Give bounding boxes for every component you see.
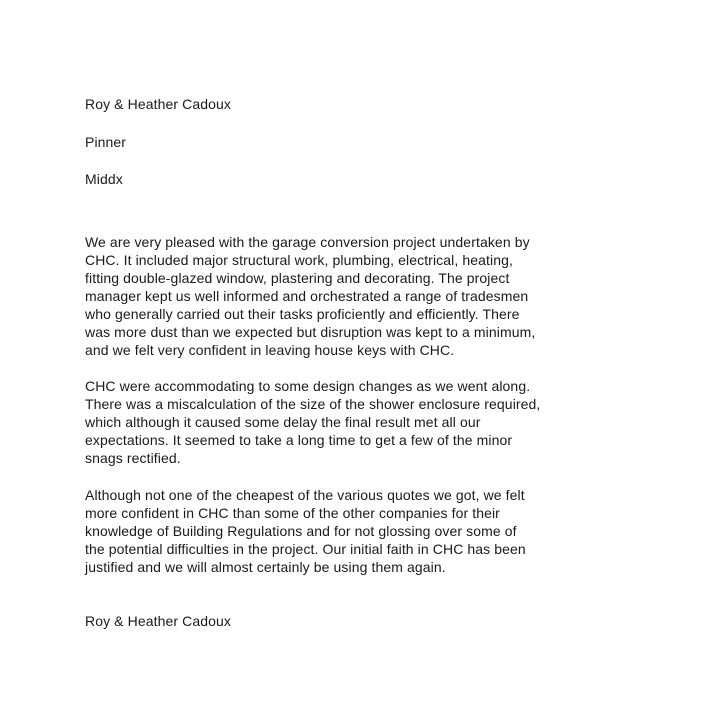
paragraph-line: There was a miscalculation of the size of the shower enclosure required, xyxy=(85,396,541,412)
sender-town: Pinner xyxy=(85,134,127,150)
signature-name: Roy & Heather Cadoux xyxy=(85,613,231,629)
paragraph-line: We are very pleased with the garage conversion project undertaken by xyxy=(85,234,530,250)
paragraph-line: Although not one of the cheapest of the various quotes we got, we felt xyxy=(85,487,525,503)
paragraph-line: snags rectified. xyxy=(85,450,181,466)
paragraph-line: CHC were accommodating to some design changes as we went along. xyxy=(85,378,531,394)
paragraph-line: CHC. It included major structural work, plumbing, electrical, heating, xyxy=(85,252,513,268)
paragraph-line: expectations. It seemed to take a long time to get a few of the minor xyxy=(85,432,513,448)
paragraph-line: justified and we will almost certainly be using them again. xyxy=(85,559,446,575)
paragraph-line: was more dust than we expected but disruption was kept to a minimum, xyxy=(85,324,536,340)
paragraph-1 xyxy=(85,233,645,359)
paragraph-line: who generally carried out their tasks proficiently and efficiently. There xyxy=(85,306,520,322)
paragraph-line: manager kept us well informed and orchestrated a range of tradesmen xyxy=(85,288,529,304)
paragraph-line: more confident in CHC than some of the other companies for their xyxy=(85,505,500,521)
paragraph-line: and we felt very confident in leaving house keys with CHC. xyxy=(85,342,455,358)
paragraph-line: which although it caused some delay the final result met all our xyxy=(85,414,481,430)
sender-name: Roy & Heather Cadoux xyxy=(85,96,231,112)
paragraph-3 xyxy=(85,486,645,576)
paragraph-2 xyxy=(85,377,645,467)
sender-county: Middx xyxy=(85,171,123,187)
paragraph-line: knowledge of Building Regulations and for not glossing over some of xyxy=(85,523,517,539)
paragraph-line: the potential difficulties in the project. Our initial faith in CHC has been xyxy=(85,541,526,557)
paragraph-line: fitting double-glazed window, plastering and decorating. The project xyxy=(85,270,510,286)
